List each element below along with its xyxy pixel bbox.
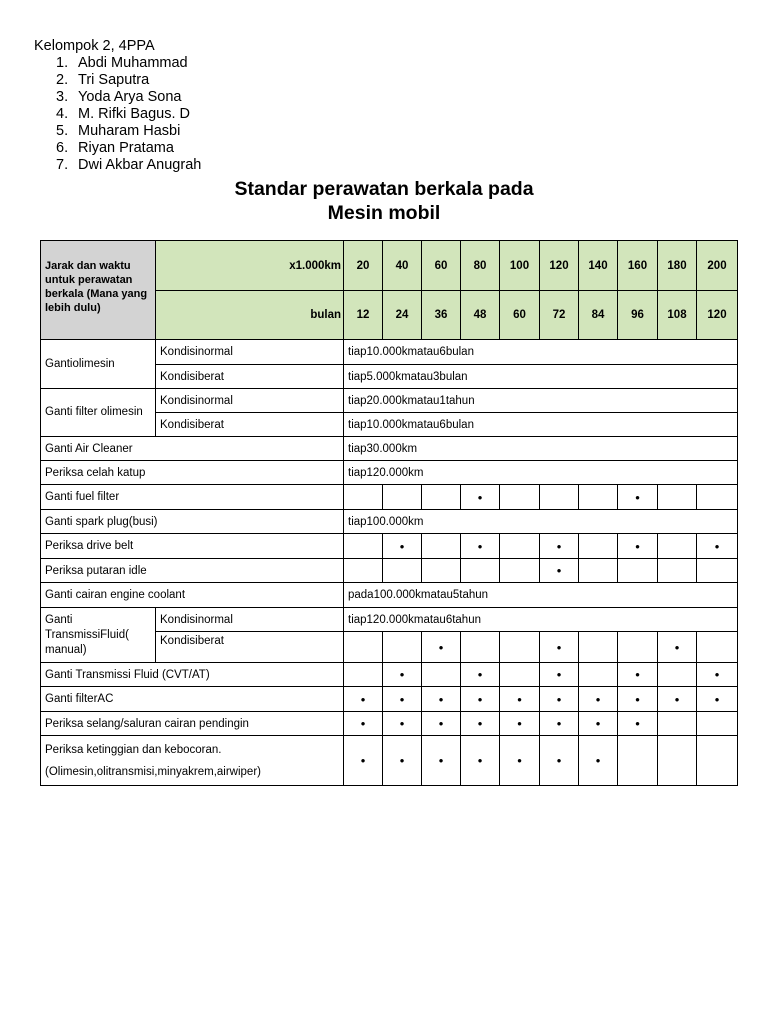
table-row [41, 712, 738, 736]
schedule-dot: • [517, 716, 522, 731]
table-row [41, 340, 738, 365]
month-unit-label: bulan [156, 291, 344, 340]
schedule-dot: • [399, 716, 405, 731]
schedule-dot: • [635, 716, 640, 731]
header-row-km [41, 241, 738, 291]
schedule-cell [344, 736, 383, 786]
schedule-cell [461, 736, 500, 786]
schedule-dot: • [477, 667, 483, 682]
condition-label: Kondisiberat [156, 365, 344, 389]
table-row [41, 736, 738, 786]
schedule-cell [500, 559, 540, 583]
schedule-cell [579, 632, 618, 663]
km-value: 100 [500, 241, 540, 291]
title-line-2: Mesin mobil [327, 202, 441, 224]
schedule-dot: • [635, 691, 640, 707]
schedule-cell [383, 687, 422, 712]
km-value: 200 [697, 241, 738, 291]
month-value: 48 [461, 291, 500, 340]
corner-header: Jarak dan waktu untuk perawatan berkala (Mana yang lebih dulu) [41, 241, 156, 340]
km-value: 80 [461, 241, 500, 291]
schedule-dot: • [438, 753, 444, 768]
schedule-cell [383, 534, 422, 559]
schedule-dot: • [635, 489, 640, 505]
schedule-cell [658, 559, 697, 583]
schedule-dot: • [556, 563, 562, 578]
table-row [41, 510, 738, 534]
km-value: 60 [422, 241, 461, 291]
schedule-dot: • [438, 639, 444, 655]
interval-note: tiap5.000kmatau3bulan [344, 365, 738, 389]
interval-note: tiap120.000km [344, 461, 738, 485]
schedule-cell [422, 485, 461, 510]
schedule-cell [579, 687, 618, 712]
month-value: 60 [500, 291, 540, 340]
interval-note: tiap10.000kmatau6bulan [344, 340, 738, 365]
schedule-cell [383, 663, 422, 687]
schedule-cell [658, 663, 697, 687]
schedule-dot: • [438, 691, 444, 707]
item-label: Ganti spark plug(busi) [41, 510, 344, 534]
km-value: 140 [579, 241, 618, 291]
schedule-cell [540, 663, 579, 687]
schedule-cell [461, 559, 500, 583]
schedule-dot: • [517, 691, 522, 707]
schedule-cell [383, 712, 422, 736]
item-label: Periksa celah katup [41, 461, 344, 485]
item-label: Periksa putaran idle [41, 559, 344, 583]
item-label: Ganti TransmissiFluid( manual) [41, 608, 156, 663]
schedule-cell [658, 534, 697, 559]
schedule-dot: • [399, 667, 405, 682]
schedule-cell [422, 559, 461, 583]
item-label: Ganti cairan engine coolant [41, 583, 344, 608]
item-label: Ganti Air Cleaner [41, 437, 344, 461]
schedule-cell [344, 712, 383, 736]
schedule-cell [618, 712, 658, 736]
member-item: Muharam Hasbi [78, 123, 181, 139]
schedule-cell [422, 687, 461, 712]
schedule-cell [579, 712, 618, 736]
schedule-cell [500, 485, 540, 510]
item-label: Ganti fuel filter [41, 485, 344, 510]
km-value: 160 [618, 241, 658, 291]
schedule-cell [579, 663, 618, 687]
schedule-cell [540, 687, 579, 712]
schedule-dot: • [635, 538, 640, 554]
member-item: Yoda Arya Sona [78, 89, 182, 105]
schedule-cell [344, 663, 383, 687]
group-header [34, 38, 201, 174]
member-item: Riyan Pratama [78, 140, 174, 156]
schedule-cell [461, 663, 500, 687]
condition-label: Kondisiberat [156, 413, 344, 437]
interval-note: tiap120.000kmatau6tahun [344, 608, 738, 632]
schedule-dot: • [477, 538, 483, 554]
schedule-cell [344, 559, 383, 583]
schedule-cell [461, 632, 500, 663]
item-label: Gantiolimesin [41, 340, 156, 389]
table-row [41, 485, 738, 510]
condition-label: Kondisinormal [156, 389, 344, 413]
month-value: 36 [422, 291, 461, 340]
month-value: 120 [697, 291, 738, 340]
table-row [41, 389, 738, 413]
schedule-cell [422, 712, 461, 736]
condition-label: Kondisiberat [156, 632, 344, 663]
month-value: 108 [658, 291, 697, 340]
schedule-cell [500, 534, 540, 559]
schedule-cell [618, 559, 658, 583]
schedule-cell [383, 485, 422, 510]
condition-label: Kondisinormal [156, 608, 344, 632]
schedule-cell [618, 687, 658, 712]
schedule-dot: • [674, 639, 680, 655]
schedule-dot: • [674, 691, 680, 707]
schedule-cell [344, 485, 383, 510]
schedule-cell [658, 712, 697, 736]
schedule-cell [540, 534, 579, 559]
schedule-dot: • [714, 667, 720, 682]
schedule-cell [461, 712, 500, 736]
schedule-cell [540, 736, 579, 786]
member-item: M. Rifki Bagus. D [78, 106, 190, 122]
member-item: Dwi Akbar Anugrah [78, 157, 202, 173]
member-item: Abdi Muhammad [78, 55, 188, 71]
title-line-1: Standar perawatan berkala pada [234, 178, 534, 200]
group-label: Kelompok 2, 4PPA [34, 38, 155, 54]
item-label: Periksa selang/saluran cairan pendingin [41, 712, 344, 736]
schedule-dot: • [399, 538, 405, 554]
schedule-dot: • [595, 691, 601, 707]
schedule-cell [618, 485, 658, 510]
schedule-cell [579, 736, 618, 786]
month-value: 96 [618, 291, 658, 340]
interval-note: tiap100.000km [344, 510, 738, 534]
interval-note: pada100.000kmatau5tahun [344, 583, 738, 608]
schedule-cell [658, 485, 697, 510]
month-value: 12 [344, 291, 383, 340]
schedule-dot: • [477, 691, 483, 707]
schedule-cell [344, 687, 383, 712]
schedule-cell [697, 534, 738, 559]
interval-note: tiap30.000km [344, 437, 738, 461]
schedule-dot: • [556, 667, 562, 682]
schedule-dot: • [360, 716, 366, 731]
table-row [41, 461, 738, 485]
item-label: Ganti filterAC [41, 687, 344, 712]
table-row [41, 583, 738, 608]
schedule-cell [422, 632, 461, 663]
table-row [41, 559, 738, 583]
schedule-cell [383, 632, 422, 663]
schedule-cell [618, 534, 658, 559]
schedule-dot: • [556, 691, 562, 707]
item-label: Periksa drive belt [41, 534, 344, 559]
table-row [41, 687, 738, 712]
schedule-dot: • [714, 691, 720, 707]
km-unit-label: x1.000km [156, 241, 344, 291]
member-list [34, 55, 201, 174]
schedule-cell [697, 559, 738, 583]
item-label-line-2: (Olimesin,olitransmisi,minyakrem,airwiper) [45, 765, 261, 778]
maintenance-schedule-table [40, 240, 738, 786]
km-value: 40 [383, 241, 422, 291]
schedule-dot: • [477, 489, 483, 505]
schedule-cell [579, 485, 618, 510]
schedule-cell [618, 663, 658, 687]
schedule-cell [500, 663, 540, 687]
schedule-dot: • [517, 753, 522, 768]
schedule-dot: • [556, 753, 562, 768]
schedule-cell [422, 534, 461, 559]
schedule-cell [697, 632, 738, 663]
item-label-line-1: Periksa ketinggian dan kebocoran. [45, 743, 222, 756]
schedule-cell [344, 632, 383, 663]
km-value: 20 [344, 241, 383, 291]
schedule-cell [658, 687, 697, 712]
schedule-cell [422, 663, 461, 687]
schedule-cell [697, 687, 738, 712]
schedule-cell [697, 485, 738, 510]
schedule-dot: • [595, 716, 601, 731]
schedule-cell [422, 736, 461, 786]
schedule-cell [461, 485, 500, 510]
schedule-cell [618, 632, 658, 663]
schedule-cell [500, 632, 540, 663]
schedule-cell [540, 712, 579, 736]
schedule-cell [540, 559, 579, 583]
schedule-dot: • [635, 667, 640, 682]
schedule-cell [658, 736, 697, 786]
table-row [41, 663, 738, 687]
schedule-dot: • [595, 753, 601, 768]
month-value: 72 [540, 291, 579, 340]
member-item: Tri Saputra [78, 72, 150, 88]
schedule-cell [697, 712, 738, 736]
schedule-dot: • [714, 538, 720, 554]
schedule-dot: • [360, 691, 366, 707]
schedule-cell [579, 559, 618, 583]
schedule-cell [500, 736, 540, 786]
schedule-cell [618, 736, 658, 786]
table-row [41, 608, 738, 632]
table-row [41, 437, 738, 461]
schedule-cell [540, 485, 579, 510]
schedule-cell [383, 736, 422, 786]
item-label: Ganti Transmissi Fluid (CVT/AT) [41, 663, 344, 687]
schedule-dot: • [477, 753, 483, 768]
condition-label: Kondisinormal [156, 340, 344, 365]
item-label [41, 736, 344, 786]
month-value: 24 [383, 291, 422, 340]
km-value: 120 [540, 241, 579, 291]
schedule-cell [461, 687, 500, 712]
schedule-cell [579, 534, 618, 559]
schedule-cell [658, 632, 697, 663]
schedule-dot: • [399, 753, 405, 768]
table-row [41, 534, 738, 559]
schedule-cell [540, 632, 579, 663]
km-value: 180 [658, 241, 697, 291]
schedule-cell [500, 712, 540, 736]
schedule-dot: • [360, 753, 366, 768]
schedule-dot: • [477, 716, 483, 731]
schedule-cell [697, 663, 738, 687]
schedule-dot: • [438, 716, 444, 731]
schedule-dot: • [556, 639, 562, 655]
item-label: Ganti filter olimesin [41, 389, 156, 437]
schedule-cell [344, 534, 383, 559]
schedule-dot: • [556, 538, 562, 554]
schedule-cell [383, 559, 422, 583]
interval-note: tiap10.000kmatau6bulan [344, 413, 738, 437]
schedule-dot: • [556, 716, 562, 731]
month-value: 84 [579, 291, 618, 340]
schedule-cell [500, 687, 540, 712]
interval-note: tiap20.000kmatau1tahun [344, 389, 738, 413]
schedule-cell [697, 736, 738, 786]
schedule-dot: • [399, 691, 405, 707]
schedule-cell [461, 534, 500, 559]
document-title [0, 177, 768, 225]
